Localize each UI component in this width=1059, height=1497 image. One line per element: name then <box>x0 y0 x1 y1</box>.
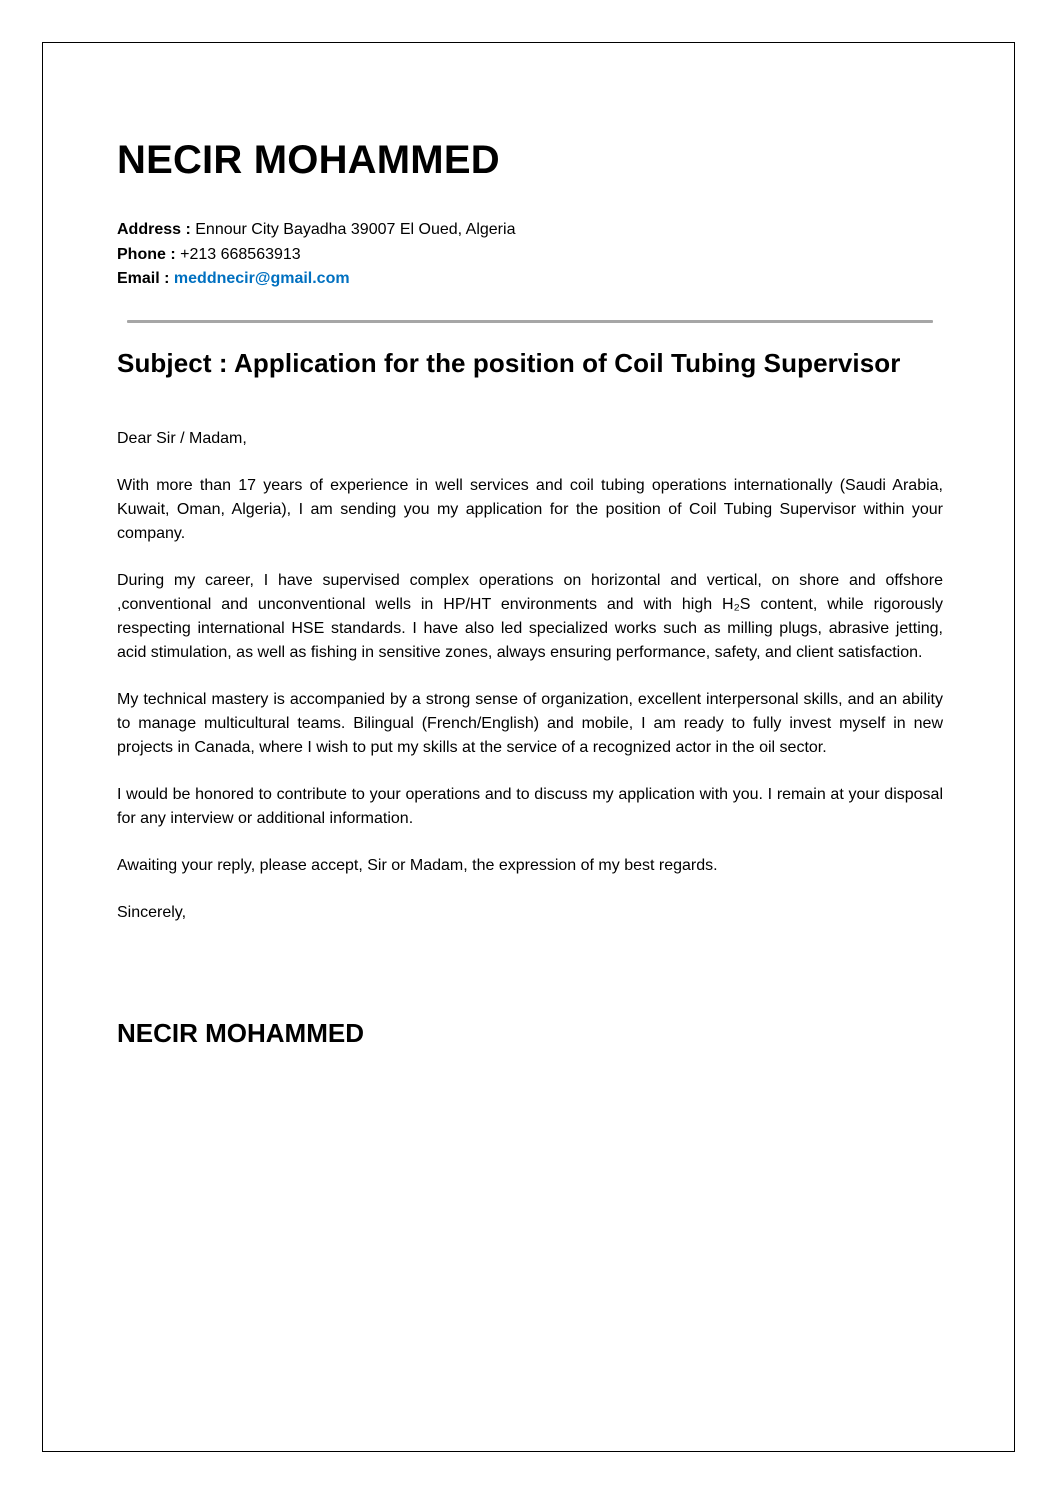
phone-value: +213 668563913 <box>180 245 301 263</box>
signature-name: NECIR MOHAMMED <box>117 1018 364 1048</box>
letter-body <box>117 427 943 948</box>
address-value: Ennour City Bayadha 39007 El Oued, Algeria <box>195 221 516 238</box>
email-line <box>117 267 515 292</box>
header-divider <box>127 320 933 323</box>
phone-line <box>117 243 515 268</box>
applicant-name: NECIR MOHAMMED <box>117 138 500 182</box>
phone-label: Phone : <box>117 245 176 263</box>
contact-block <box>117 218 515 292</box>
paragraph-career: During my career, I have supervised complex operations on horizontal and vertical, on shore and offshore ,conventional and unconventional wells in HP/HT environments and with high H₂S content, while rigorously respecting international HSE standards. I have also led specialized works such as milling plugs, abrasive jetting, acid stimulation, as well as fishing in sensitive zones, always ensuring performance, safety, and client satisfaction. <box>117 572 943 661</box>
paragraph-experience: With more than 17 years of experience in well services and coil tubing operations internationally (Saudi Arabia, Kuwait, Oman, Algeria), I am sending you my application for the position of Coil Tubing Supervisor within your company. <box>117 477 943 542</box>
address-label: Address : <box>117 221 191 238</box>
subject-line: Subject : Application for the position of Coil Tubing Supervisor <box>117 348 901 378</box>
paragraph-skills: My technical mastery is accompanied by a strong sense of organization, excellent interpersonal skills, and an ability to manage multicultural teams. Bilingual (French/English) and mobile, I am ready to fully invest myself in new projects in Canada, where I wish to put my skills at the service of a recognized actor in the oil sector. <box>117 691 943 756</box>
email-label: Email : <box>117 270 170 287</box>
paragraph-regards: Awaiting your reply, please accept, Sir or Madam, the expression of my best regards. <box>117 857 718 874</box>
greeting: Dear Sir / Madam, <box>117 430 247 447</box>
closing: Sincerely, <box>117 904 187 921</box>
paragraph-contribution: I would be honored to contribute to your operations and to discuss my application with you. I remain at your disposal for any interview or additional information. <box>117 786 943 827</box>
email-link[interactable]: meddnecir@gmail.com <box>173 270 350 287</box>
address-line <box>117 218 515 243</box>
